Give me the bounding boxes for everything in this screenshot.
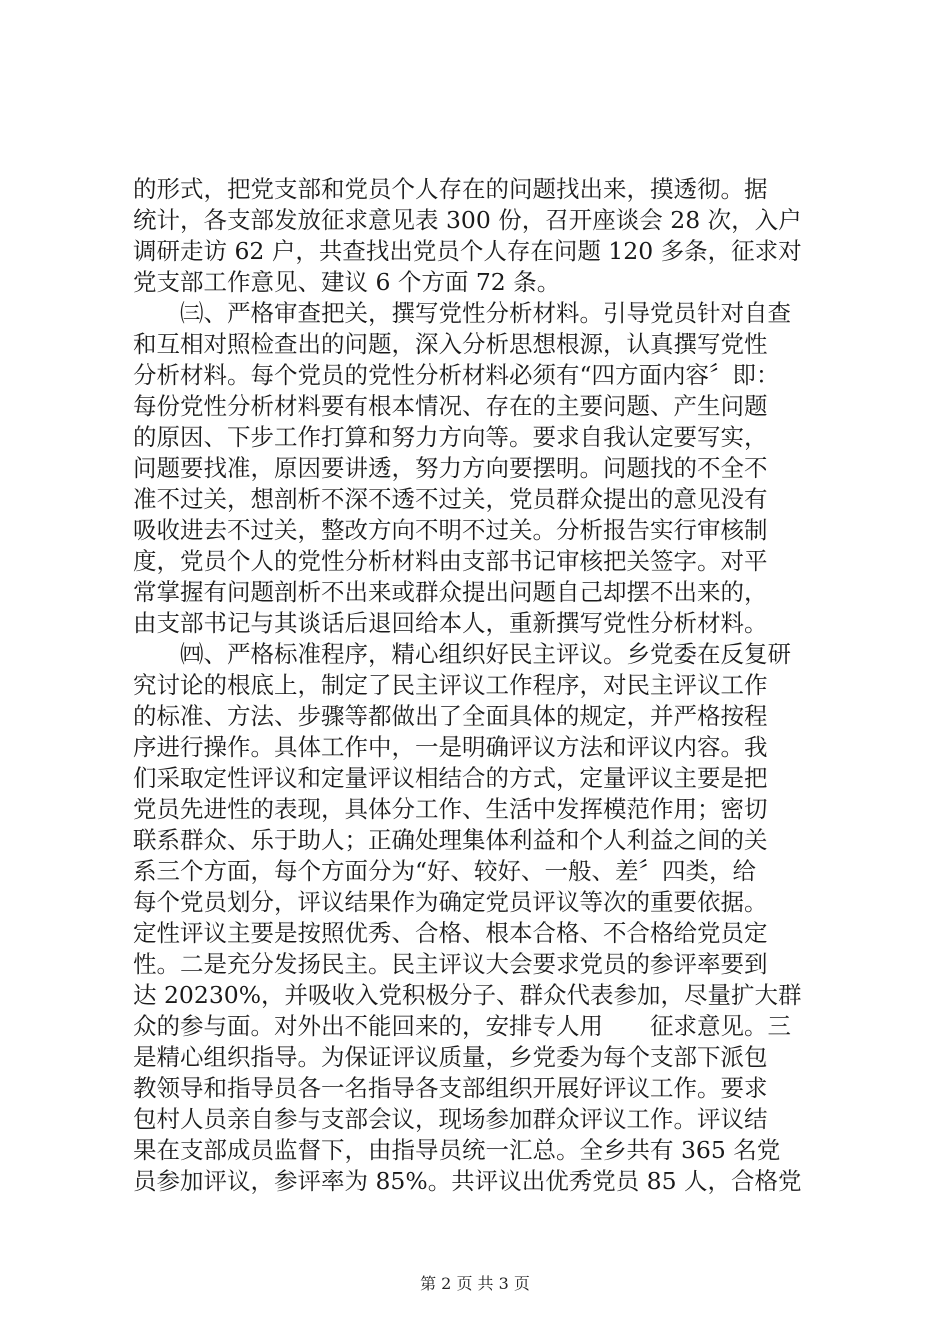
text-line: 的标准、方法、步骤等都做出了全面具体的规定，并严格按程 (133, 702, 768, 730)
text-line: 的原因、下步工作打算和努力方向等。要求自我认定要写实， (133, 423, 768, 451)
text-line: 性。二是充分发扬民主。民主评议大会要求党员的参评率要到 (133, 950, 768, 978)
page-footer (0, 1274, 950, 1294)
text-line: 调研走访 62 户，共查找出党员个人存在问题 120 多条，征求对 (133, 237, 802, 265)
text-line: 果在支部成员监督下，由指导员统一汇总。全乡共有 365 名党 (133, 1136, 781, 1164)
text-line: 们采取定性评议和定量评议相结合的方式，定量评议主要是把 (133, 764, 768, 792)
text-line: 序进行操作。具体工作中，一是明确评议方法和评议内容。我 (133, 733, 768, 761)
text-line: 每个党员划分，评议结果作为确定党员评议等次的重要依据。 (133, 888, 768, 916)
text-line: 由支部书记与其谈话后退回给本人，重新撰写党性分析材料。 (133, 609, 768, 637)
text-line: 是精心组织指导。为保证评议质量，乡党委为每个支部下派包 (133, 1043, 768, 1071)
text-line: 众的参与面。对外出不能回来的，安排专人用 征求意见。三 (133, 1012, 791, 1040)
text-line: 达 20230%，并吸收入党积极分子、群众代表参加，尽量扩大群 (133, 981, 802, 1009)
text-line: 和互相对照检查出的问题，深入分析思想根源，认真撰写党性 (133, 330, 768, 358)
text-line: 分析材料。每个党员的党性分析材料必须有“四方面内容〞即： (133, 361, 780, 389)
page-number: 第 2 页 共 3 页 (420, 1274, 530, 1293)
text-line: 党员先进性的表现，具体分工作、生活中发挥模范作用；密切 (133, 795, 768, 823)
text-line: 度，党员个人的党性分析材料由支部书记审核把关签字。对平 (133, 547, 768, 575)
text-line: 定性评议主要是按照优秀、合格、根本合格、不合格给党员定 (133, 919, 768, 947)
text-line: 问题要找准，原因要讲透，努力方向要摆明。问题找的不全不 (133, 454, 768, 482)
text-line: 准不过关，想剖析不深不透不过关，党员群众提出的意见没有 (133, 485, 768, 513)
text-line: 吸收进去不过关，整改方向不明不过关。分析报告实行审核制 (133, 516, 768, 544)
text-line: 员参加评议，参评率为 85%。共评议出优秀党员 85 人，合格党 (133, 1167, 802, 1195)
document-body (133, 174, 823, 1197)
text-line: 的形式，把党支部和党员个人存在的问题找出来，摸透彻。据 (133, 175, 768, 203)
text-line: 常掌握有问题剖析不出来或群众提出问题自己却摆不出来的， (133, 578, 768, 606)
text-line: ㈢、严格审查把关，撰写党性分析材料。引导党员针对自查 (133, 299, 791, 327)
text-line: 每份党性分析材料要有根本情况、存在的主要问题、产生问题 (133, 392, 768, 420)
text-line: 究讨论的根底上，制定了民主评议工作程序，对民主评议工作 (133, 671, 768, 699)
text-line: 系三个方面，每个方面分为“好、较好、一般、差〞四类，给 (133, 857, 757, 885)
text-line: 联系群众、乐于助人；正确处理集体利益和个人利益之间的关 (133, 826, 768, 854)
text-line: ㈣、严格标准程序，精心组织好民主评议。乡党委在反复研 (133, 640, 791, 668)
text-line: 统计，各支部发放征求意见表 300 份，召开座谈会 28 次，入户 (133, 206, 802, 234)
text-line: 包村人员亲自参与支部会议，现场参加群众评议工作。评议结 (133, 1105, 768, 1133)
text-line: 教领导和指导员各一名指导各支部组织开展好评议工作。要求 (133, 1074, 768, 1102)
text-line: 党支部工作意见、建议 6 个方面 72 条。 (133, 268, 561, 296)
